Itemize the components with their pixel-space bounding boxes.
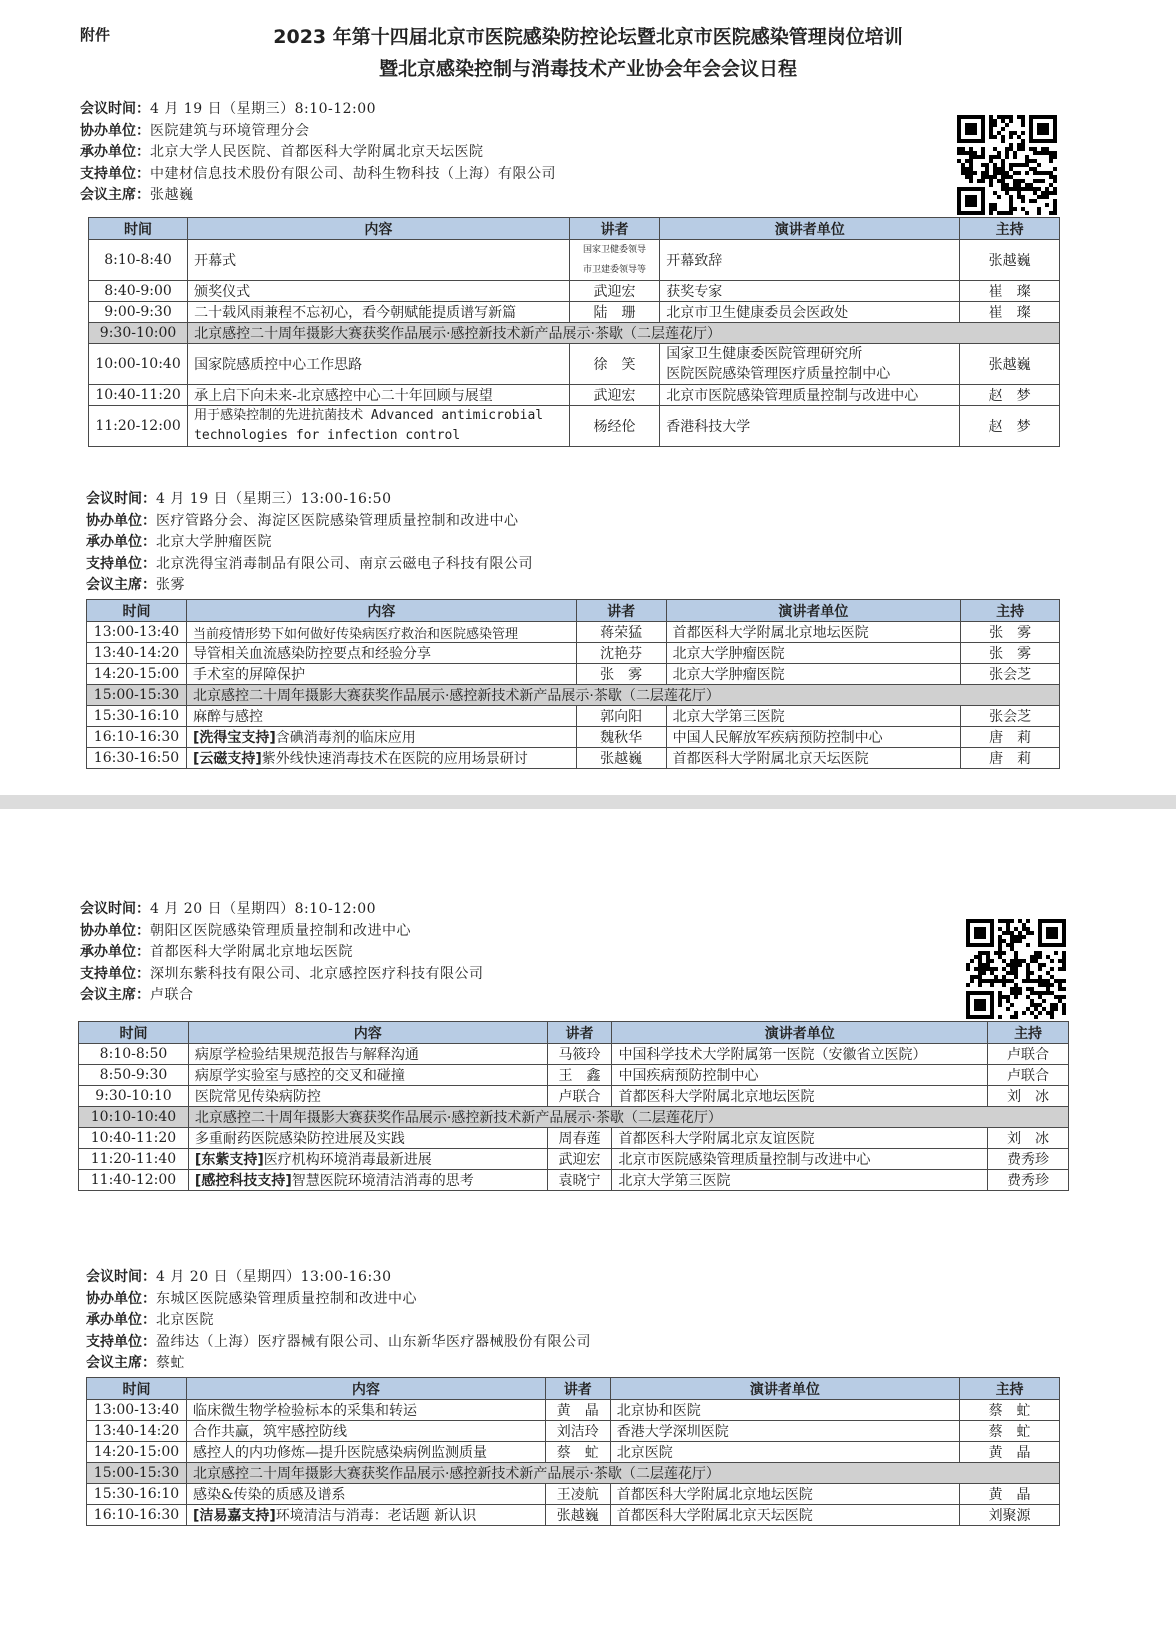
row-unit: 中国人民解放军疾病预防控制中心 bbox=[666, 727, 961, 748]
schedule-table-1 bbox=[88, 217, 1060, 447]
row-time: 13:40-14:20 bbox=[87, 1421, 187, 1442]
session-host: 北京大学肿瘤医院 bbox=[156, 534, 272, 551]
col-speaker-header: 讲者 bbox=[545, 1378, 610, 1400]
row-unit: 中国疾病预防控制中心 bbox=[612, 1065, 988, 1086]
sponsor-tag: [云磁支持] bbox=[192, 751, 262, 767]
row-time: 13:40-14:20 bbox=[87, 643, 187, 664]
table-row bbox=[87, 1400, 1060, 1421]
qr-code-icon bbox=[957, 115, 1057, 215]
row-time: 15:00-15:30 bbox=[87, 685, 187, 706]
session-support: 北京洗得宝消毒制品有限公司、南京云磁电子科技有限公司 bbox=[156, 555, 533, 572]
row-speaker: 王 鑫 bbox=[547, 1065, 612, 1086]
row-unit: 北京医院 bbox=[610, 1442, 959, 1463]
session-host: 北京大学人民医院、首都医科大学附属北京天坛医院 bbox=[150, 144, 484, 161]
row-unit: 北京大学肿瘤医院 bbox=[666, 643, 961, 664]
row-time: 8:10-8:40 bbox=[89, 240, 188, 281]
row-unit: 首都医科大学附属北京地坛医院 bbox=[612, 1086, 988, 1107]
col-content-header: 内容 bbox=[186, 600, 576, 622]
row-content: 导管相关血流感染防控要点和经验分享 bbox=[186, 643, 576, 664]
row-speaker: 蒋荣猛 bbox=[576, 622, 666, 643]
row-host: 崔 璨 bbox=[960, 302, 1060, 323]
table-header-row bbox=[87, 600, 1060, 622]
row-host: 赵 梦 bbox=[960, 406, 1060, 447]
sponsor-tag: [洗得宝支持] bbox=[192, 730, 276, 746]
row-time: 13:00-13:40 bbox=[87, 622, 187, 643]
co-label: 协办单位： bbox=[86, 512, 156, 529]
col-host-header: 主持 bbox=[960, 1378, 1060, 1400]
col-time-header: 时间 bbox=[87, 1378, 187, 1400]
table-row bbox=[89, 344, 1060, 385]
row-host: 蔡 虻 bbox=[960, 1400, 1060, 1421]
row-host: 张会芝 bbox=[961, 664, 1060, 685]
row-content-text: 含碘消毒剂的临床应用 bbox=[275, 730, 416, 746]
row-unit: 北京市医院感染管理质量控制与改进中心 bbox=[612, 1149, 988, 1170]
row-content: 感控人的内功修炼—提升医院感染病例监测质量 bbox=[186, 1442, 545, 1463]
row-content: 承上启下向未来-北京感控中心二十年回顾与展望 bbox=[188, 385, 570, 406]
table-row bbox=[87, 622, 1060, 643]
session-2-info bbox=[86, 489, 533, 597]
row-time: 8:40-9:00 bbox=[89, 281, 188, 302]
table-header-row bbox=[87, 1378, 1060, 1400]
table-header-row bbox=[79, 1022, 1069, 1044]
col-content-header: 内容 bbox=[188, 1022, 547, 1044]
row-host: 刘 冰 bbox=[988, 1086, 1069, 1107]
row-time: 10:40-11:20 bbox=[89, 385, 188, 406]
schedule-table-4 bbox=[86, 1377, 1060, 1526]
row-content bbox=[186, 748, 576, 769]
row-speaker-line2: 市卫建委领导等 bbox=[582, 265, 646, 275]
row-time: 11:40-12:00 bbox=[79, 1170, 189, 1191]
table-row bbox=[79, 1149, 1069, 1170]
row-host: 张越巍 bbox=[960, 344, 1060, 385]
row-unit: 北京大学第三医院 bbox=[666, 706, 961, 727]
row-unit: 首都医科大学附属北京友谊医院 bbox=[612, 1128, 988, 1149]
session-time: 4 月 19 日（星期三）8:10-12:00 bbox=[150, 101, 377, 117]
row-content bbox=[186, 727, 576, 748]
table-row bbox=[89, 302, 1060, 323]
row-time: 11:20-11:40 bbox=[79, 1149, 189, 1170]
row-time: 10:40-11:20 bbox=[79, 1128, 189, 1149]
table-row bbox=[79, 1170, 1069, 1191]
row-speaker: 周春莲 bbox=[547, 1128, 612, 1149]
col-unit-header: 演讲者单位 bbox=[612, 1022, 988, 1044]
row-content-text: 医疗机构环境消毒最新进展 bbox=[263, 1152, 432, 1168]
schedule-table-3 bbox=[78, 1021, 1069, 1191]
table-row bbox=[87, 1484, 1060, 1505]
table-row bbox=[87, 1421, 1060, 1442]
row-speaker: 魏秋华 bbox=[576, 727, 666, 748]
table-row bbox=[87, 643, 1060, 664]
host-label: 承办单位： bbox=[80, 944, 150, 961]
attachment-label: 附件 bbox=[80, 26, 111, 44]
row-time: 15:30-16:10 bbox=[87, 1484, 187, 1505]
session-chair: 张越巍 bbox=[150, 187, 194, 204]
row-break-content: 北京感控二十周年摄影大赛获奖作品展示·感控新技术新产品展示·茶歇（二层莲花厅） bbox=[186, 1463, 1059, 1484]
session-1-info bbox=[80, 99, 556, 207]
row-host: 蔡 虻 bbox=[960, 1421, 1060, 1442]
row-content: 二十载风雨兼程不忘初心，看今朝赋能提质谱写新篇 bbox=[188, 302, 570, 323]
row-speaker: 武迎宏 bbox=[569, 385, 660, 406]
row-unit: 北京协和医院 bbox=[610, 1400, 959, 1421]
table-row bbox=[89, 281, 1060, 302]
row-host: 卢联合 bbox=[988, 1065, 1069, 1086]
page-lower bbox=[0, 809, 1176, 1641]
row-unit: 香港科技大学 bbox=[660, 406, 960, 447]
row-content: 麻醉与感控 bbox=[186, 706, 576, 727]
row-content-text: 环境清洁与消毒：老话题 新认识 bbox=[275, 1508, 477, 1524]
table-row bbox=[87, 1505, 1060, 1526]
co-label: 协办单位： bbox=[86, 1290, 156, 1307]
row-unit: 北京市医院感染管理质量控制与改进中心 bbox=[660, 385, 960, 406]
row-host: 张 雾 bbox=[961, 643, 1060, 664]
row-content-text: 智慧医院环境清洁消毒的思考 bbox=[291, 1173, 474, 1189]
table-row bbox=[89, 406, 1060, 447]
row-time: 10:00-10:40 bbox=[89, 344, 188, 385]
row-time: 15:30-16:10 bbox=[87, 706, 187, 727]
time-label: 会议时间： bbox=[80, 901, 150, 917]
page-title-line2: 暨北京感染控制与消毒技术产业协会年会会议日程 bbox=[378, 58, 797, 80]
table-row bbox=[87, 706, 1060, 727]
row-host: 张会芝 bbox=[961, 706, 1060, 727]
table-row bbox=[79, 1065, 1069, 1086]
row-speaker: 张 雾 bbox=[576, 664, 666, 685]
host-label: 承办单位： bbox=[86, 1312, 156, 1329]
row-speaker: 马筱玲 bbox=[547, 1044, 612, 1065]
row-host: 费秀珍 bbox=[988, 1170, 1069, 1191]
row-time: 14:20-15:00 bbox=[87, 664, 187, 685]
row-speaker: 陆 珊 bbox=[569, 302, 660, 323]
chair-label: 会议主席： bbox=[86, 1355, 156, 1372]
row-speaker: 张越巍 bbox=[576, 748, 666, 769]
row-speaker: 刘洁玲 bbox=[545, 1421, 610, 1442]
host-label: 承办单位： bbox=[86, 534, 156, 551]
sponsor-tag: [感控科技支持] bbox=[194, 1173, 292, 1189]
table-header-row bbox=[89, 218, 1060, 240]
session-chair: 张雾 bbox=[156, 577, 185, 594]
session-support: 中建材信息技术股份有限公司、劼科生物科技（上海）有限公司 bbox=[150, 165, 556, 182]
table-row bbox=[87, 664, 1060, 685]
row-speaker: 王凌航 bbox=[545, 1484, 610, 1505]
table-row bbox=[79, 1044, 1069, 1065]
host-label: 承办单位： bbox=[80, 144, 150, 161]
row-unit: 北京市卫生健康委员会医政处 bbox=[660, 302, 960, 323]
table-row bbox=[89, 240, 1060, 281]
row-speaker: 郭向阳 bbox=[576, 706, 666, 727]
row-unit: 中国科学技术大学附属第一医院（安徽省立医院） bbox=[612, 1044, 988, 1065]
row-speaker: 蔡 虻 bbox=[545, 1442, 610, 1463]
col-host-header: 主持 bbox=[960, 218, 1060, 240]
session-support: 盈纬达（上海）医疗器械有限公司、山东新华医疗器械股份有限公司 bbox=[156, 1333, 591, 1350]
qr-code-icon bbox=[966, 919, 1066, 1019]
row-content: 感染&传染的质感及谱系 bbox=[186, 1484, 545, 1505]
row-host: 唐 莉 bbox=[961, 727, 1060, 748]
support-label: 支持单位： bbox=[86, 555, 156, 572]
row-unit: 开幕致辞 bbox=[660, 240, 960, 281]
row-speaker: 徐 笑 bbox=[569, 344, 660, 385]
row-unit: 香港大学深圳医院 bbox=[610, 1421, 959, 1442]
col-host-header: 主持 bbox=[988, 1022, 1069, 1044]
session-co: 医院建筑与环境管理分会 bbox=[150, 122, 310, 139]
table-row bbox=[87, 1442, 1060, 1463]
row-host: 卢联合 bbox=[988, 1044, 1069, 1065]
page-separator bbox=[0, 795, 1176, 809]
row-content: 颁奖仪式 bbox=[188, 281, 570, 302]
row-host: 张 雾 bbox=[961, 622, 1060, 643]
row-unit: 北京大学第三医院 bbox=[612, 1170, 988, 1191]
sponsor-tag: [东紫支持] bbox=[194, 1152, 264, 1168]
session-host: 首都医科大学附属北京地坛医院 bbox=[150, 944, 353, 961]
col-unit-header: 演讲者单位 bbox=[666, 600, 961, 622]
schedule-table-2 bbox=[86, 599, 1060, 769]
support-label: 支持单位： bbox=[86, 1333, 156, 1350]
session-host: 北京医院 bbox=[156, 1312, 214, 1329]
break-row bbox=[89, 323, 1060, 344]
row-content: 临床微生物学检验标本的采集和转运 bbox=[186, 1400, 545, 1421]
row-host: 崔 璨 bbox=[960, 281, 1060, 302]
table-row bbox=[87, 727, 1060, 748]
row-host: 黄 晶 bbox=[960, 1484, 1060, 1505]
row-speaker: 黄 晶 bbox=[545, 1400, 610, 1421]
row-host: 黄 晶 bbox=[960, 1442, 1060, 1463]
row-unit: 首都医科大学附属北京天坛医院 bbox=[666, 748, 961, 769]
col-content-header: 内容 bbox=[186, 1378, 545, 1400]
session-co: 朝阳区医院感染管理质量控制和改进中心 bbox=[150, 922, 411, 939]
row-time: 13:00-13:40 bbox=[87, 1400, 187, 1421]
row-unit: 获奖专家 bbox=[660, 281, 960, 302]
break-row bbox=[79, 1107, 1069, 1128]
row-content bbox=[186, 1505, 545, 1526]
row-break-content: 北京感控二十周年摄影大赛获奖作品展示·感控新技术新产品展示·茶歇（二层莲花厅） bbox=[186, 685, 1059, 706]
col-time-header: 时间 bbox=[89, 218, 188, 240]
break-row bbox=[87, 1463, 1060, 1484]
row-speaker: 袁晓宁 bbox=[547, 1170, 612, 1191]
row-speaker: 武迎宏 bbox=[547, 1149, 612, 1170]
row-unit-line2: 医院医院感染管理医疗质量控制中心 bbox=[666, 366, 891, 382]
page-upper bbox=[0, 0, 1176, 795]
row-unit: 首都医科大学附属北京地坛医院 bbox=[666, 622, 961, 643]
chair-label: 会议主席： bbox=[86, 577, 156, 594]
col-time-header: 时间 bbox=[79, 1022, 189, 1044]
row-speaker bbox=[569, 240, 660, 281]
page-title-line1: 2023 年第十四届北京市医院感染防控论坛暨北京市医院感染管理岗位培训 bbox=[273, 26, 903, 48]
row-host: 刘 冰 bbox=[988, 1128, 1069, 1149]
co-label: 协办单位： bbox=[80, 922, 150, 939]
row-content: 病原学实验室与感控的交叉和碰撞 bbox=[188, 1065, 547, 1086]
table-row bbox=[79, 1128, 1069, 1149]
row-time: 8:50-9:30 bbox=[79, 1065, 189, 1086]
table-row bbox=[79, 1086, 1069, 1107]
session-time: 4 月 20 日（星期四）8:10-12:00 bbox=[150, 901, 377, 917]
row-break-content: 北京感控二十周年摄影大赛获奖作品展示·感控新技术新产品展示·茶歇（二层莲花厅） bbox=[188, 323, 1060, 344]
row-content: 开幕式 bbox=[188, 240, 570, 281]
row-time: 9:30-10:00 bbox=[89, 323, 188, 344]
time-label: 会议时间： bbox=[86, 491, 156, 507]
chair-label: 会议主席： bbox=[80, 187, 150, 204]
row-time: 14:20-15:00 bbox=[87, 1442, 187, 1463]
row-time: 16:10-16:30 bbox=[87, 1505, 187, 1526]
session-4-info bbox=[86, 1267, 591, 1375]
row-break-content: 北京感控二十周年摄影大赛获奖作品展示·感控新技术新产品展示·茶歇（二层莲花厅） bbox=[188, 1107, 1068, 1128]
session-time: 4 月 19 日（星期三）13:00-16:50 bbox=[156, 491, 392, 507]
row-host: 唐 莉 bbox=[961, 748, 1060, 769]
row-content: 手术室的屏障保护 bbox=[186, 664, 576, 685]
row-content: 医院常见传染病防控 bbox=[188, 1086, 547, 1107]
table-row bbox=[87, 748, 1060, 769]
time-label: 会议时间： bbox=[80, 101, 150, 117]
break-row bbox=[87, 685, 1060, 706]
row-content bbox=[188, 1170, 547, 1191]
row-content: 当前疫情形势下如何做好传染病医疗救治和医院感染管理 bbox=[186, 622, 576, 643]
col-speaker-header: 讲者 bbox=[576, 600, 666, 622]
row-host: 张越巍 bbox=[960, 240, 1060, 281]
row-content: 用于感染控制的先进抗菌技术 Advanced antimicrobial technologies for infection control bbox=[188, 406, 570, 447]
row-unit: 首都医科大学附属北京地坛医院 bbox=[610, 1484, 959, 1505]
row-speaker-line1: 国家卫健委领导 bbox=[582, 245, 646, 255]
row-content-text: 紫外线快速消毒技术在医院的应用场景研讨 bbox=[261, 751, 528, 767]
col-time-header: 时间 bbox=[87, 600, 187, 622]
time-label: 会议时间： bbox=[86, 1269, 156, 1285]
row-unit: 首都医科大学附属北京天坛医院 bbox=[610, 1505, 959, 1526]
row-speaker: 杨经伦 bbox=[569, 406, 660, 447]
row-time: 9:30-10:10 bbox=[79, 1086, 189, 1107]
col-unit-header: 演讲者单位 bbox=[660, 218, 960, 240]
row-speaker: 张越巍 bbox=[545, 1505, 610, 1526]
row-host: 刘聚源 bbox=[960, 1505, 1060, 1526]
co-label: 协办单位： bbox=[80, 122, 150, 139]
session-co: 东城区医院感染管理质量控制和改进中心 bbox=[156, 1290, 417, 1307]
col-host-header: 主持 bbox=[961, 600, 1060, 622]
support-label: 支持单位： bbox=[80, 965, 150, 982]
col-content-header: 内容 bbox=[188, 218, 570, 240]
table-row bbox=[89, 385, 1060, 406]
row-speaker: 卢联合 bbox=[547, 1086, 612, 1107]
support-label: 支持单位： bbox=[80, 165, 150, 182]
row-host: 费秀珍 bbox=[988, 1149, 1069, 1170]
col-speaker-header: 讲者 bbox=[569, 218, 660, 240]
row-content bbox=[188, 1149, 547, 1170]
row-content: 合作共赢，筑牢感控防线 bbox=[186, 1421, 545, 1442]
row-time: 15:00-15:30 bbox=[87, 1463, 187, 1484]
session-support: 深圳东紫科技有限公司、北京感控医疗科技有限公司 bbox=[150, 965, 484, 982]
chair-label: 会议主席： bbox=[80, 987, 150, 1004]
row-unit: 北京大学肿瘤医院 bbox=[666, 664, 961, 685]
session-chair: 蔡虻 bbox=[156, 1355, 185, 1372]
row-content: 国家院感质控中心工作思路 bbox=[188, 344, 570, 385]
row-time: 10:10-10:40 bbox=[79, 1107, 189, 1128]
sponsor-tag: [洁易嘉支持] bbox=[192, 1508, 276, 1524]
row-content: 病原学检验结果规范报告与解释沟通 bbox=[188, 1044, 547, 1065]
row-content: 多重耐药医院感染防控进展及实践 bbox=[188, 1128, 547, 1149]
row-unit bbox=[660, 344, 960, 385]
session-time: 4 月 20 日（星期四）13:00-16:30 bbox=[156, 1269, 392, 1285]
col-unit-header: 演讲者单位 bbox=[610, 1378, 959, 1400]
row-speaker: 武迎宏 bbox=[569, 281, 660, 302]
row-unit-line1: 国家卫生健康委医院管理研究所 bbox=[666, 346, 863, 362]
row-speaker: 沈艳芬 bbox=[576, 643, 666, 664]
session-3-info bbox=[80, 899, 484, 1007]
session-co: 医疗管路分会、海淀区医院感染管理质量控制和改进中心 bbox=[156, 512, 519, 529]
col-speaker-header: 讲者 bbox=[547, 1022, 612, 1044]
session-chair: 卢联合 bbox=[150, 987, 194, 1004]
row-time: 11:20-12:00 bbox=[89, 406, 188, 447]
row-time: 16:30-16:50 bbox=[87, 748, 187, 769]
row-time: 8:10-8:50 bbox=[79, 1044, 189, 1065]
row-time: 9:00-9:30 bbox=[89, 302, 188, 323]
row-time: 16:10-16:30 bbox=[87, 727, 187, 748]
row-host: 赵 梦 bbox=[960, 385, 1060, 406]
